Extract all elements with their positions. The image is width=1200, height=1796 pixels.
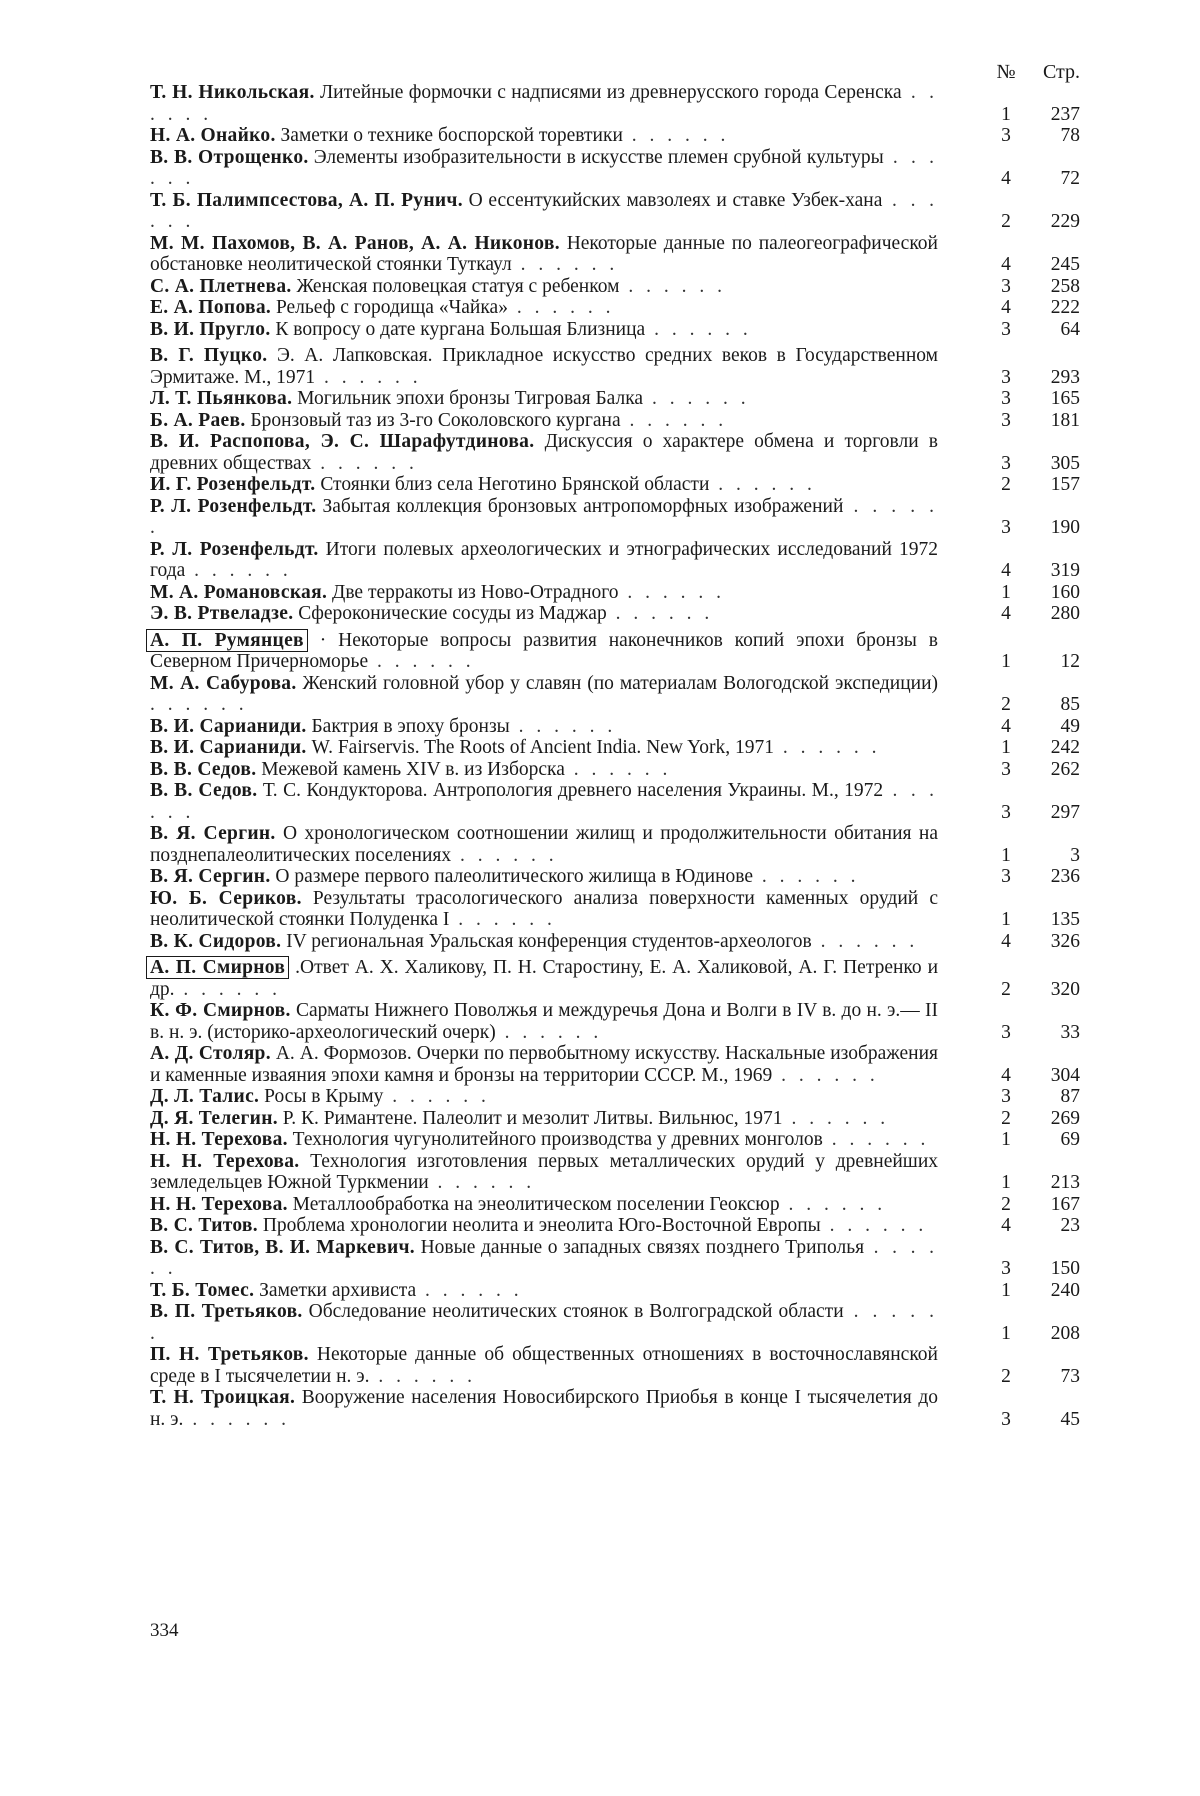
index-entry [150, 1237, 1080, 1280]
entry-text [150, 431, 938, 474]
entry-issue: 3 [1001, 1021, 1011, 1043]
entry-text [150, 297, 938, 319]
entry-title: Дискуссия о характере обмена и торговли в древних обществах [150, 431, 938, 474]
entry-text [150, 125, 938, 147]
index-entry [150, 125, 1080, 147]
entry-issue: 3 [1001, 366, 1011, 388]
entry-issue: 3 [1001, 801, 1011, 823]
entry-page: 262 [1050, 758, 1080, 780]
entry-text [150, 276, 938, 298]
entry-author: В. С. Титов. [150, 1215, 258, 1236]
index-entry [150, 673, 1080, 716]
entry-text [150, 1151, 938, 1194]
index-entry [150, 931, 1080, 953]
entry-title: Металлообработка на энеолитическом поселении Геоксюр [292, 1193, 780, 1215]
index-entry [150, 1280, 1080, 1302]
entry-page: 293 [1050, 366, 1080, 388]
entry-page: 304 [1050, 1064, 1080, 1086]
entry-author: В. Г. Пуцко. [150, 345, 268, 366]
entry-text [150, 1280, 938, 1302]
entry-text [150, 233, 938, 276]
entry-issue: 3 [1001, 1408, 1011, 1430]
entry-page: 33 [1060, 1021, 1080, 1043]
entry-title: Некоторые данные об общественных отношениях в восточнославянской среде в I тысячелетии н. э. [150, 1344, 938, 1387]
entry-author: Э. В. Ртвеладзе. [150, 603, 294, 624]
leader-dots: . . . . . . [369, 1365, 476, 1387]
entry-text [150, 1129, 938, 1151]
entry-text [150, 823, 938, 866]
index-entry [150, 1194, 1080, 1216]
leader-dots: . . . . . . [645, 318, 752, 340]
entry-author: В. И. Распопова, Э. С. Шарафутдинова. [150, 431, 535, 452]
column-headers [150, 62, 1080, 82]
leader-dots: . . . . . . [606, 603, 714, 624]
entry-issue: 4 [1001, 715, 1011, 737]
entry-page: 165 [1050, 388, 1080, 409]
entry-text [150, 1344, 938, 1387]
entry-page: 190 [1050, 517, 1080, 538]
entry-author: Р. Л. Розенфельдт. [150, 495, 317, 517]
entry-text [150, 1000, 938, 1043]
index-entry [150, 1387, 1080, 1430]
index-entry [150, 496, 1080, 539]
leader-dots: . . . . . . [618, 581, 726, 603]
entry-author: А. П. Смирнов [146, 956, 289, 979]
entry-page: 135 [1050, 909, 1080, 930]
entry-title: Забытая коллекция бронзовых антропоморфных изображений [322, 495, 844, 517]
entry-issue: 2 [1001, 1193, 1011, 1215]
leader-dots: . . . . . . [368, 651, 475, 672]
entry-text [150, 345, 938, 388]
index-entry [150, 345, 1080, 388]
entry-author: С. А. Плетнева. [150, 275, 292, 297]
entry-page: 12 [1060, 651, 1080, 672]
index-entry [150, 1301, 1080, 1344]
leader-dots: . . . . . . [150, 495, 939, 538]
index-entry [150, 1344, 1080, 1387]
entry-issue: 1 [1001, 1129, 1011, 1150]
entry-author: М. М. Пахомов, В. А. Ранов, А. А. Никонов. [150, 232, 560, 254]
entry-title: Сфероконические сосуды из Маджар [298, 603, 607, 624]
index-entry [150, 319, 1080, 341]
entry-author: И. Г. Розенфельдт. [150, 474, 316, 495]
entry-title: О ессентукийских мавзолеях и ставке Узбек-хана [468, 189, 883, 211]
index-entry [150, 410, 1080, 432]
entry-text [150, 1086, 938, 1108]
entry-text [150, 1215, 938, 1237]
entry-title: Могильник эпохи бронзы Тигровая Балка [297, 388, 644, 409]
entry-text [150, 931, 938, 953]
entry-author: Н. Н. Терехова. [150, 1193, 288, 1215]
entry-page: 240 [1050, 1279, 1080, 1301]
index-entry [150, 1086, 1080, 1108]
entry-page: 236 [1050, 866, 1080, 887]
leader-dots: . . . . . . [643, 388, 750, 409]
entry-author: М. А. Романовская. [150, 581, 328, 603]
entry-text [150, 1043, 938, 1086]
leader-dots: . . . . . . [811, 930, 919, 952]
entry-title: Литейные формочки с надписями из древнерусского города Серенска [319, 82, 902, 103]
index-entry [150, 82, 1080, 125]
leader-dots: . . . . . . [820, 1215, 928, 1236]
leader-dots: . . . . . . [150, 694, 248, 715]
entry-title: Заметки архивиста [259, 1279, 417, 1301]
entry-issue: 4 [1001, 254, 1011, 275]
entry-page: 85 [1060, 694, 1080, 715]
index-entry [150, 233, 1080, 276]
entry-issue: 4 [1001, 297, 1011, 318]
entry-author: Н. Н. Терехова. [150, 1150, 300, 1172]
entry-page: 181 [1050, 409, 1080, 431]
leader-dots: . . . . . . [620, 409, 728, 431]
leader-dots: . . . . . . [822, 1129, 930, 1150]
index-entry [150, 866, 1080, 888]
entry-author: В. Я. Сергин. [150, 823, 276, 844]
entry-text [150, 630, 938, 673]
entry-issue: 1 [1001, 737, 1011, 758]
entry-issue: 2 [1001, 978, 1011, 1000]
index-entry [150, 1129, 1080, 1151]
entry-issue: 3 [1001, 517, 1011, 538]
leader-dots: . . . . . . [150, 146, 938, 189]
entry-page: 297 [1050, 801, 1080, 823]
index-entry [150, 888, 1080, 931]
entry-page: 157 [1050, 474, 1080, 495]
entry-issue: 4 [1001, 1215, 1011, 1236]
entry-title: Технология изготовления первых металлических орудий у древнейших земледельцев Южной Туркмении [150, 1150, 938, 1193]
index-entry [150, 190, 1080, 233]
entry-title: Некоторые данные по палеогеографической обстановке неолитической стоянки Туткаул [150, 232, 938, 275]
entry-page: 23 [1060, 1215, 1080, 1236]
entry-author: Н. А. Онайко. [150, 125, 276, 146]
entry-author: Б. А. Раев. [150, 409, 246, 431]
leader-dots: . . . . . . [451, 844, 558, 866]
entry-title: Сарматы Нижнего Поволжья и междуречья Дона и Волги в IV в. до н. э.— II в. н. э. (историко-археологический очерк) [150, 1000, 938, 1043]
leader-dots: . . . . . . [150, 1236, 938, 1279]
leader-dots: . . . . . . [449, 909, 556, 930]
entry-page: 160 [1050, 581, 1080, 603]
entry-text [150, 716, 938, 738]
entry-author: К. Ф. Смирнов. [150, 1000, 291, 1021]
entry-title: А. А. Формозов. Очерки по первобытному искусству. Наскальные изображения и каменные изваяния эпохи камня и бронзы на территории СССР. М., 1969 [150, 1043, 939, 1086]
index-entry [150, 474, 1080, 496]
entry-title: Женская половецкая статуя с ребенком [296, 275, 620, 297]
entry-issue: 3 [1001, 409, 1011, 431]
entry-page: 72 [1060, 168, 1080, 189]
index-entry [150, 737, 1080, 759]
index-entries [150, 82, 1080, 1430]
leader-dots: . . . . . . [428, 1172, 536, 1193]
entry-title: Женский головной убор у славян (по материалам Вологодской экспедиции) [302, 672, 939, 694]
entry-title: Бактрия в эпоху бронзы [311, 715, 510, 737]
entry-text [150, 866, 938, 888]
index-entry [150, 297, 1080, 319]
entry-author: Т. Н. Никольская. [150, 82, 315, 103]
entry-author: М. А. Сабурова. [150, 672, 297, 694]
entry-title: Элементы изобразительности в искусстве племен срубной культуры [313, 146, 884, 168]
entry-title: К вопросу о дате кургана Большая Близница [275, 318, 646, 340]
entry-issue: 1 [1001, 581, 1011, 603]
entry-page: 222 [1050, 297, 1080, 318]
entry-author: Т. Б. Палимпсестова, А. П. Рунич. [150, 189, 463, 211]
entry-issue: 1 [1001, 1172, 1011, 1193]
index-entry [150, 388, 1080, 410]
leader-dots: . . . . . . [509, 715, 617, 737]
entry-author: В. П. Третьяков. [150, 1301, 303, 1322]
leader-dots: . . . . . . [185, 560, 292, 581]
leader-dots: . . . . . . [315, 366, 422, 388]
entry-author: В. И. Сарианиди. [150, 715, 307, 737]
entry-issue: 1 [1001, 1279, 1011, 1301]
index-entry [150, 716, 1080, 738]
leader-dots: . . . . . . [183, 1408, 290, 1430]
entry-title: Результаты трасологического анализа поверхности каменных орудий с неолитической стоянки Полуденка I [150, 887, 938, 930]
entry-issue: 1 [1001, 844, 1011, 866]
entry-text [150, 190, 938, 233]
entry-author: Н. Н. Терехова. [150, 1129, 288, 1150]
entry-text [150, 147, 938, 190]
leader-dots: . . . . . . [507, 297, 615, 318]
leader-dots: . . . . . . [311, 452, 418, 474]
leader-dots: . . . . . . [383, 1086, 490, 1107]
entry-text [150, 410, 938, 432]
entry-issue: 3 [1001, 866, 1011, 887]
entry-issue: 2 [1001, 1107, 1011, 1129]
entry-title: Технология чугунолитейного производства у древних монголов [292, 1129, 823, 1150]
entry-page: 213 [1050, 1172, 1080, 1193]
entry-title: О размере первого палеолитического жилища в Юдинове [275, 866, 754, 887]
entry-text [150, 1301, 938, 1344]
entry-issue: 2 [1001, 694, 1011, 715]
entry-author: В. К. Сидоров. [150, 930, 282, 952]
leader-dots: . . . . . . [622, 125, 730, 146]
entry-author: П. Н. Третьяков. [150, 1344, 309, 1365]
leader-dots: . . . . . . [416, 1279, 523, 1301]
entry-issue: 3 [1001, 318, 1011, 340]
index-entry [150, 1108, 1080, 1130]
leader-dots: . . . . . . [753, 866, 860, 887]
index-entry [150, 431, 1080, 474]
entry-issue: 3 [1001, 452, 1011, 474]
entry-issue: 3 [1001, 758, 1011, 780]
leader-dots: . . . . . . [150, 82, 939, 125]
entry-author: А. Д. Столяр. [150, 1043, 271, 1064]
index-entry [150, 1000, 1080, 1043]
entry-author: Т. Б. Томес. [150, 1279, 255, 1301]
entry-title: Вооружение населения Новосибирского Приобья в конце I тысячелетия до н. э. [150, 1387, 938, 1430]
entry-page: 280 [1050, 603, 1080, 624]
leader-dots: . . . . . . [619, 275, 726, 297]
entry-text [150, 496, 938, 539]
entry-page: 229 [1050, 211, 1080, 232]
entry-author: Т. Н. Троицкая. [150, 1387, 296, 1408]
entry-text [150, 737, 938, 759]
entry-page: 150 [1050, 1258, 1080, 1279]
index-entry [150, 780, 1080, 823]
entry-issue: 3 [1001, 1086, 1011, 1107]
entry-page: 73 [1060, 1365, 1080, 1387]
leader-dots: . . . . . . [564, 758, 672, 780]
entry-page: 242 [1050, 737, 1080, 758]
page-column-header: Стр. [1042, 61, 1080, 83]
index-entry [150, 957, 1080, 1000]
index-entry [150, 1043, 1080, 1086]
index-entry [150, 276, 1080, 298]
entry-text [150, 780, 938, 823]
entry-title: Бронзовый таз из 3-го Соколовского кургана [250, 409, 621, 431]
entry-text [150, 888, 938, 931]
entry-issue: 4 [1001, 168, 1011, 189]
entry-author: В. В. Седов. [150, 780, 258, 801]
entry-page: 305 [1050, 452, 1080, 474]
leader-dots: . . . . . . [150, 189, 939, 232]
entry-author: В. В. Отрощенко. [150, 146, 309, 168]
entry-text [150, 82, 938, 125]
entry-page: 208 [1050, 1322, 1080, 1344]
entry-page: 320 [1050, 978, 1080, 1000]
index-entry [150, 1151, 1080, 1194]
leader-dots: . . . . . . [779, 1193, 887, 1215]
index-entry [150, 539, 1080, 582]
index-entry [150, 630, 1080, 673]
index-entry [150, 582, 1080, 604]
entry-author: Д. Я. Телегин. [150, 1107, 278, 1129]
entry-issue: 1 [1001, 909, 1011, 930]
issue-column-header: № [996, 61, 1016, 83]
leader-dots: . . . . . . [495, 1021, 603, 1043]
leader-dots: . . . . . . [774, 737, 881, 758]
entry-issue: 3 [1001, 125, 1011, 146]
leader-dots: . . . . . . [782, 1107, 890, 1129]
entry-author: В. В. Седов. [150, 758, 257, 780]
entry-title: Стоянки близ села Неготино Брянской области [320, 474, 710, 495]
entry-text [150, 539, 938, 582]
entry-issue: 3 [1001, 388, 1011, 409]
entry-issue: 2 [1001, 211, 1011, 232]
entry-page: 49 [1060, 715, 1080, 737]
entry-issue: 3 [1001, 1258, 1011, 1279]
entry-title: О хронологическом соотношении жилищ и продолжительности обитания на позднепалеолитических поселениях [150, 823, 939, 866]
leader-dots: . . . . . . [174, 978, 282, 1000]
entry-title: Межевой камень XIV в. из Изборска [261, 758, 565, 780]
entry-author: В. И. Сарианиди. [150, 737, 307, 758]
entry-title: IV региональная Уральская конференция студентов-археологов [286, 930, 812, 952]
entry-page: 245 [1050, 254, 1080, 275]
entry-author: В. С. Титов, В. И. Маркевич. [150, 1236, 415, 1258]
entry-author: Р. Л. Розенфельдт. [150, 538, 319, 560]
entry-title: Т. С. Кондукторова. Антропология древнего населения Украины. М., 1972 [262, 780, 884, 801]
entry-issue: 4 [1001, 560, 1011, 581]
entry-issue: 2 [1001, 1365, 1011, 1387]
entry-page: 69 [1060, 1129, 1080, 1150]
entry-title: Две терракоты из Ново-Отрадного [332, 581, 619, 603]
entry-text [150, 957, 938, 1000]
entry-title: Рельеф с городища «Чайка» [275, 297, 508, 318]
entry-page: 87 [1060, 1086, 1080, 1107]
entry-text [150, 319, 938, 341]
leader-dots: . . . . . . [150, 780, 938, 823]
entry-title: Новые данные о западных связях позднего Триполья [420, 1236, 865, 1258]
entry-title: .Ответ А. Х. Халикову, П. Н. Старостину, Е. А. Халиковой, А. Г. Петренко и др. [150, 957, 939, 1000]
entry-page: 258 [1050, 275, 1080, 297]
entry-text [150, 673, 938, 716]
entry-issue: 4 [1001, 930, 1011, 952]
leader-dots: . . . . . . [511, 254, 619, 275]
page-number: 334 [150, 1620, 179, 1641]
entry-text [150, 1108, 938, 1130]
index-entry [150, 603, 1080, 625]
entry-author: Д. Л. Талис. [150, 1086, 260, 1107]
entry-page: 319 [1050, 560, 1080, 581]
entry-text [150, 1387, 938, 1430]
entry-issue: 1 [1001, 103, 1011, 125]
entry-author: Л. Т. Пьянкова. [150, 388, 293, 409]
index-entry [150, 823, 1080, 866]
entry-page: 326 [1050, 930, 1080, 952]
index-entry [150, 1215, 1080, 1237]
entry-page: 269 [1050, 1107, 1080, 1129]
entry-author: А. П. Румянцев [146, 629, 308, 652]
entry-page: 3 [1070, 844, 1080, 866]
entry-text [150, 759, 938, 781]
entry-title: Э. А. Лапковская. Прикладное искусство средних веков в Государственном Эрмитаже. М., 1971 [150, 345, 938, 388]
entry-title: Проблема хронологии неолита и энеолита Юго-Восточной Европы [262, 1215, 821, 1236]
entry-text [150, 603, 938, 625]
entry-title: Заметки о технике боспорской торевтики [280, 125, 623, 146]
entry-page: 78 [1060, 125, 1080, 146]
entry-author: В. Я. Сергин. [150, 866, 271, 887]
entry-page: 167 [1050, 1193, 1080, 1215]
entry-text [150, 1237, 938, 1280]
entry-page: 64 [1060, 318, 1080, 340]
entry-title: Росы в Крыму [264, 1086, 384, 1107]
entry-title: W. Fairservis. The Roots of Ancient India. New York, 1971 [311, 737, 775, 758]
entry-page: 237 [1050, 103, 1080, 125]
entry-title: Обследование неолитических стоянок в Волгоградской области [308, 1301, 844, 1322]
entry-title: Р. К. Римантене. Палеолит и мезолит Литвы. Вильнюс, 1971 [282, 1107, 783, 1129]
leader-dots: . . . . . . [772, 1064, 879, 1086]
entry-text [150, 582, 938, 604]
leader-dots: . . . . . . [150, 1301, 939, 1344]
entry-author: В. И. Пругло. [150, 318, 271, 340]
entry-page: 45 [1060, 1408, 1080, 1430]
index-page [150, 62, 1080, 1430]
entry-title: · Некоторые вопросы развития наконечников копий эпохи бронзы в Северном Причерноморье [150, 629, 938, 672]
entry-text [150, 474, 938, 496]
entry-text [150, 388, 938, 410]
leader-dots: . . . . . . [709, 474, 816, 495]
entry-author: Ю. Б. Сериков. [150, 887, 302, 909]
index-entry [150, 147, 1080, 190]
entry-issue: 4 [1001, 1064, 1011, 1086]
entry-title: Итоги полевых археологических и этнографических исследований 1972 года [150, 538, 938, 581]
entry-issue: 2 [1001, 474, 1011, 495]
entry-issue: 3 [1001, 275, 1011, 297]
entry-issue: 1 [1001, 651, 1011, 672]
entry-text [150, 1194, 938, 1216]
index-entry [150, 759, 1080, 781]
entry-issue: 4 [1001, 603, 1011, 624]
entry-author: Е. А. Попова. [150, 297, 272, 318]
entry-issue: 1 [1001, 1322, 1011, 1344]
